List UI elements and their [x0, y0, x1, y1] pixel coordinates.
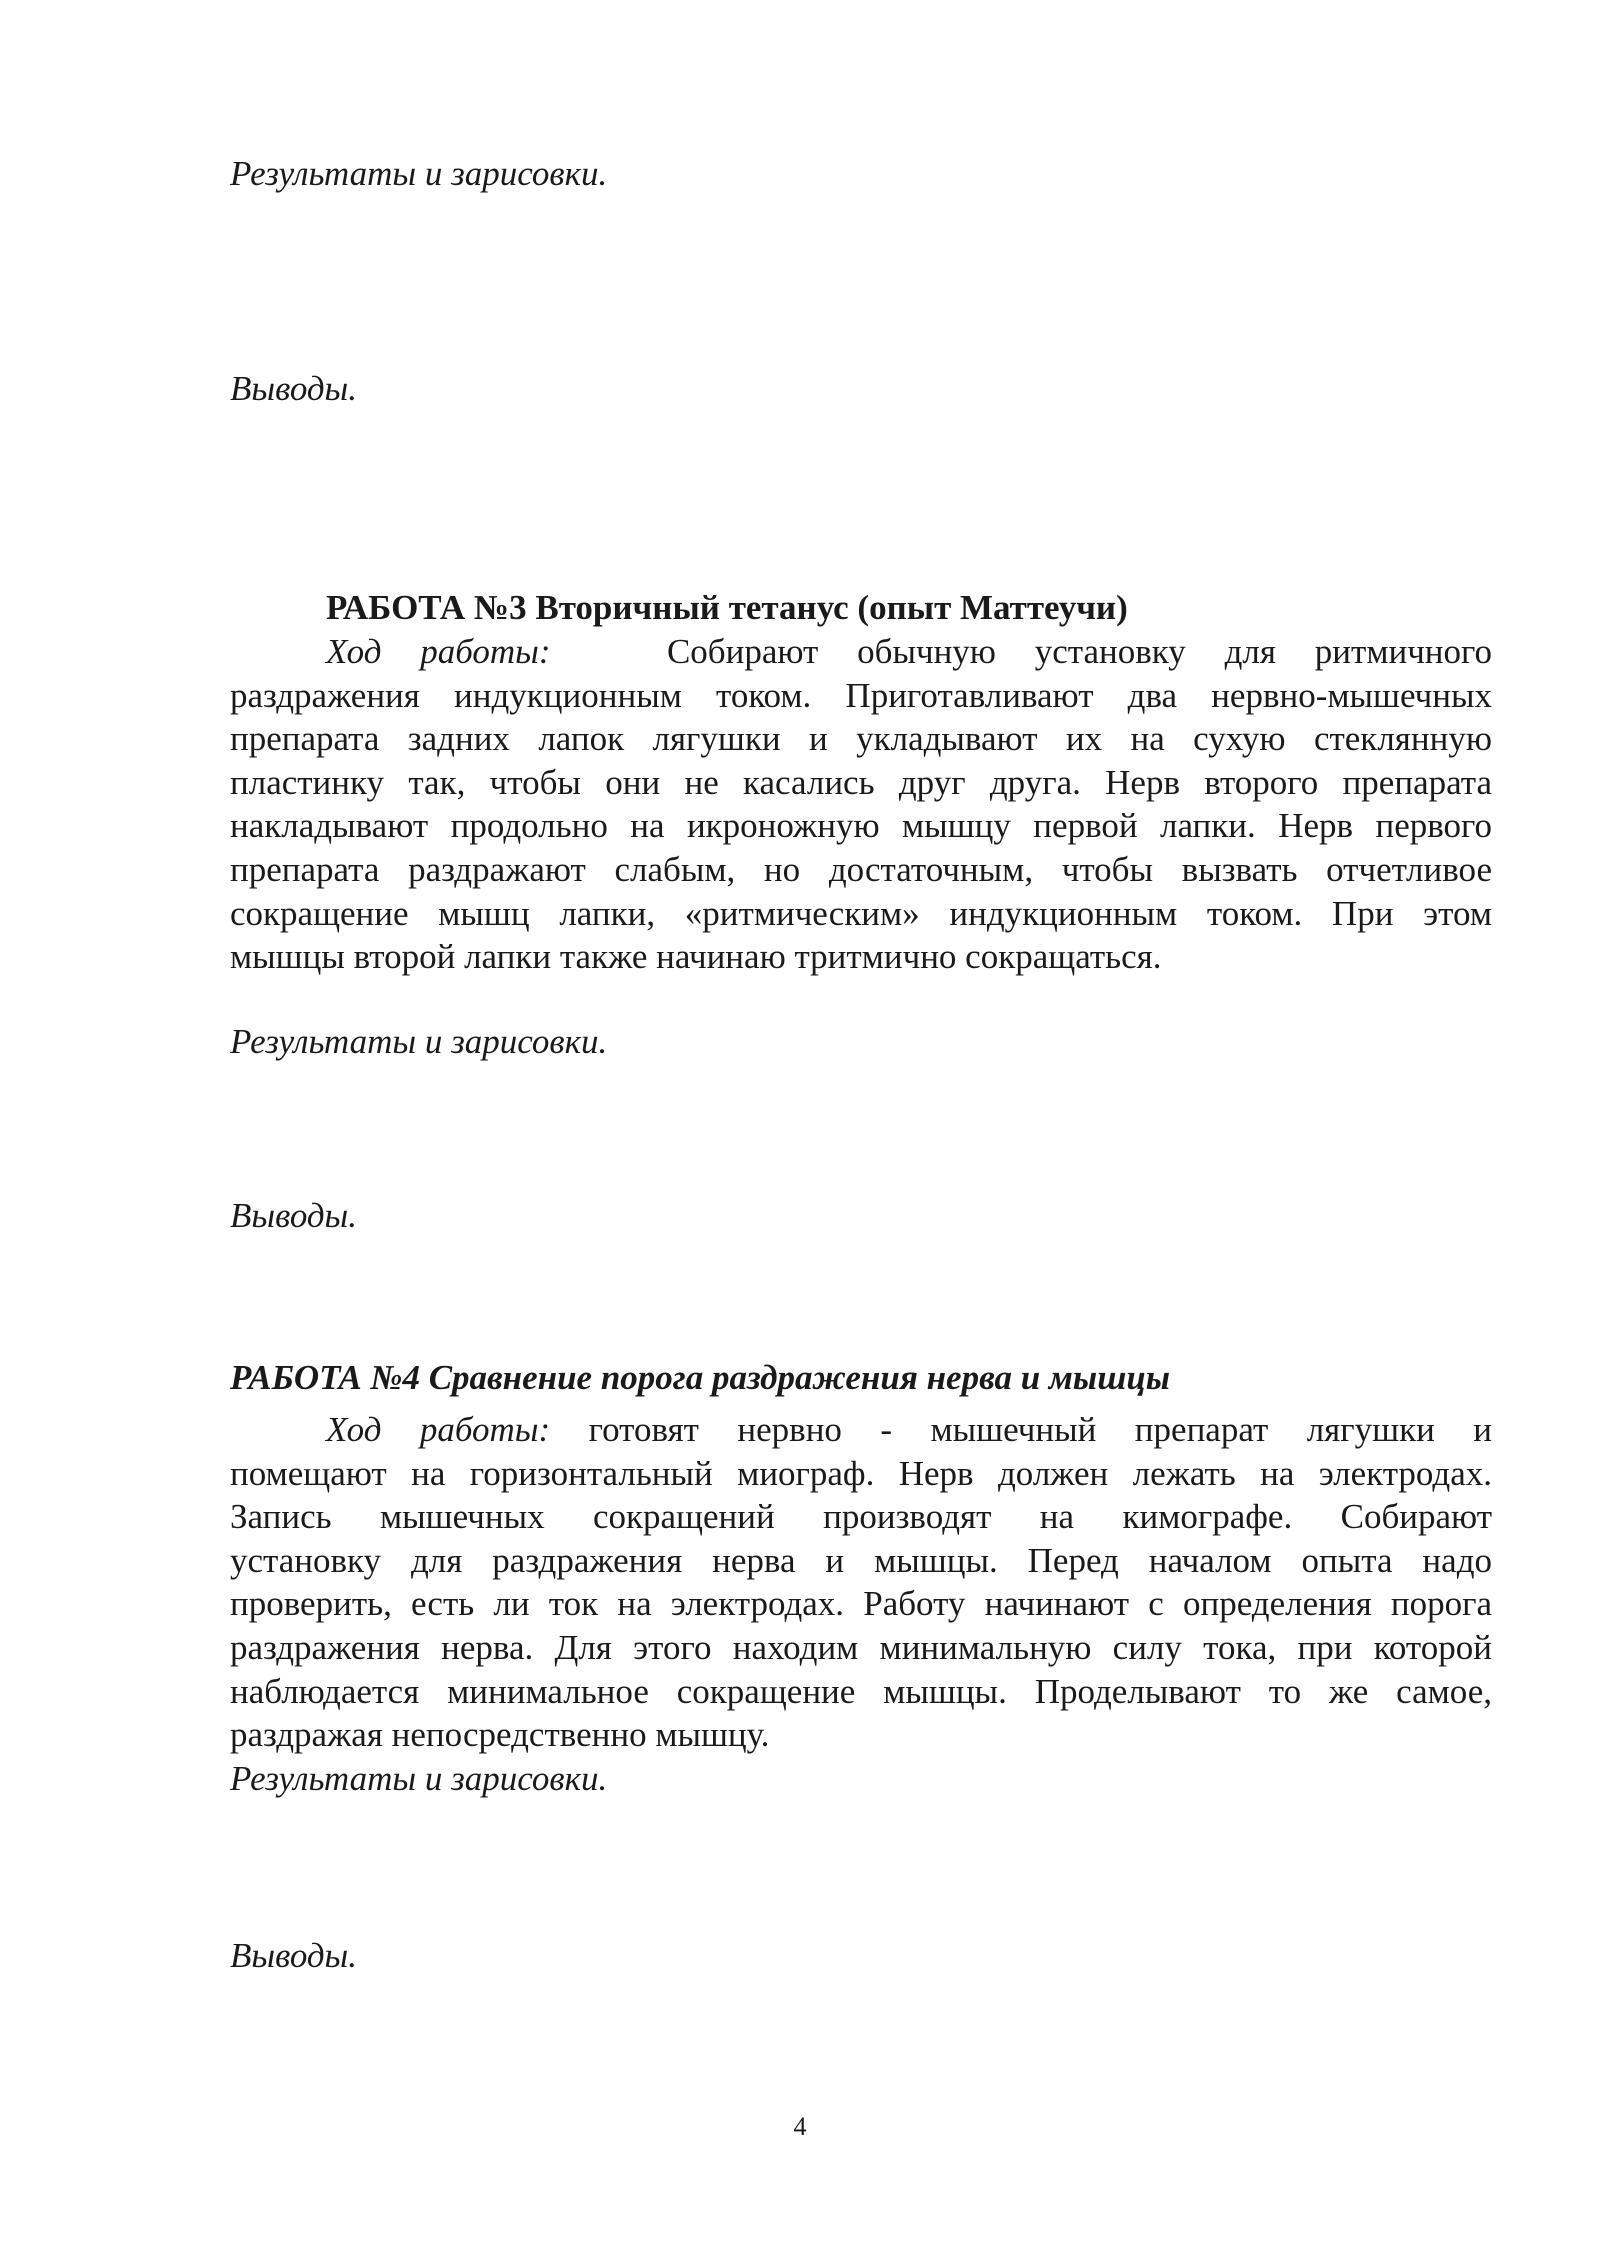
work4-procedure [230, 1408, 1492, 1757]
work4-line-2: помещают на горизонтальный миограф. Нерв должен лежать на электродах. [230, 1453, 1492, 1493]
page-number: 4 [793, 2112, 807, 2141]
work4-line-6: раздражения нерва. Для этого находим минимальную силу тока, при которой [230, 1627, 1492, 1667]
work4-line-1 [230, 1408, 1492, 1452]
work3-line-5: накладывают продольно на икроножную мышцу первой лапки. Нерв первого [230, 806, 1492, 846]
work4-line-8: раздражая непосредственно мышцу. [230, 1715, 770, 1755]
work4-line-7: наблюдается минимальное сокращение мышцы. Проделывают то же самое, [230, 1671, 1492, 1711]
work4-procedure-label: Ход работы: [326, 1410, 551, 1449]
work4-line-4: установку для раздражения нерва и мышцы. Перед началом опыта надо [230, 1540, 1492, 1580]
work3-line-3: препарата задних лапок лягушки и укладывают их на сухую стеклянную [230, 719, 1492, 759]
work3-results-label: Результаты и зарисовки. [230, 1022, 608, 1061]
work4-results-label: Результаты и зарисовки. [230, 1759, 608, 1798]
work4-title: РАБОТА №4 Сравнение порога раздражения нерва и мышцы [230, 1358, 1171, 1397]
work3-line-4: пластинку так, чтобы они не касались друг друга. Нерв второго препарата [230, 762, 1492, 802]
conclusions-label-top: Выводы. [230, 369, 358, 408]
work3-title: РАБОТА №3 Вторичный тетанус (опыт Маттеучи) [326, 588, 1128, 627]
work3-line-2: раздражения индукционным током. Приготавливают два нервно-мышечных [230, 675, 1492, 715]
work3-line-1 [230, 630, 1492, 674]
work3-line-1-text: Собирают обычную установку для ритмичного [666, 632, 1493, 671]
work3-line-8: мышцы второй лапки также начинаю тритмично сокращаться. [230, 937, 1162, 977]
work4-line-1-text: готовят нервно - мышечный препарат лягушки и [588, 1410, 1493, 1449]
work3-procedure-label: Ход работы: [326, 632, 551, 671]
work3-conclusions-label: Выводы. [230, 1196, 358, 1235]
work3-line-7: сокращение мышц лапки, «ритмическим» индукционным током. При этом [230, 893, 1492, 933]
work4-conclusions-label: Выводы. [230, 1936, 358, 1975]
work3-line-6: препарата раздражают слабым, но достаточным, чтобы вызвать отчетливое [230, 849, 1492, 889]
work4-line-3: Запись мышечных сокращений производят на кимографе. Собирают [230, 1497, 1492, 1537]
results-label-top: Результаты и зарисовки. [230, 154, 608, 193]
work3-procedure [230, 630, 1492, 979]
work4-line-5: проверить, есть ли ток на электродах. Работу начинают с определения порога [230, 1584, 1492, 1624]
